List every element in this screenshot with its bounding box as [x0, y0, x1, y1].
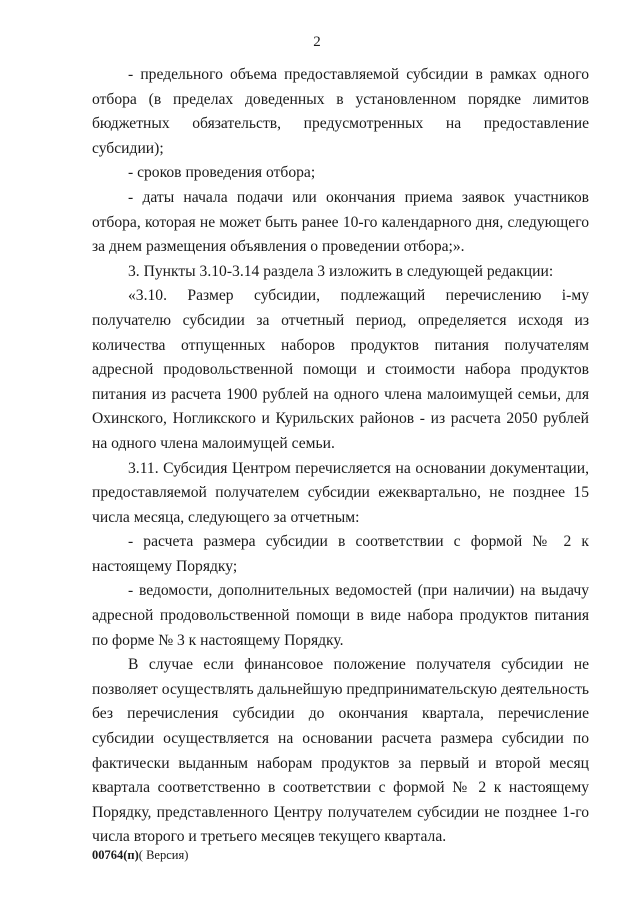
paragraph-3: - даты начала подачи или окончания приема заявок участников отбора, которая не может быть ранее 10-го календарного дня, следующего за днем размещения объявления о проведении отбора;».: [92, 188, 589, 256]
paragraph-8: - ведомости, дополнительных ведомостей (при наличии) на выдачу адресной продовольственной помощи в виде набора продуктов питания по форме № 3 к настоящему Порядку.: [92, 582, 589, 649]
paragraph-4: 3. Пункты 3.10-3.14 раздела 3 изложить в следующей редакции:: [128, 262, 554, 280]
paragraph-1: - предельного объема предоставляемой субсидии в рамках одного отбора (в пределах доведенных в установленном порядке лимитов бюджетных обязательств, предусмотренных на предоставление субсидии);: [92, 66, 589, 157]
paragraph-2: - сроков проведения отбора;: [128, 164, 316, 182]
document-footer: [92, 848, 188, 863]
paragraph-7: - расчета размера субсидии в соответствии с формой № 2 к настоящему Порядку;: [92, 533, 589, 575]
footer-document-code: 00764(п): [92, 848, 139, 862]
footer-version: ( Версия): [138, 848, 189, 862]
document-body: [92, 63, 589, 850]
paragraph-5: «3.10. Размер субсидии, подлежащий перечислению i-му получателю субсидии за отчетный период, определяется исходя из количества отпущенных наборов продуктов питания получателям адресной продовольственной помощи и стоимости набора продуктов питания из расчета 1900 рублей на одного члена малоимущей семьи, для Охинского, Ногликского и Курильских районов - из расчета 2050 рублей на одного члена малоимущей семьи.: [92, 287, 589, 452]
page-number: 2: [313, 34, 321, 50]
paragraph-9: В случае если финансовое положение получателя субсидии не позволяет осуществлять дальнейшую предпринимательскую деятельность без перечисления субсидии до окончания квартала, перечисление субсидии осуществляется на основании расчета размера субсидии по фактически выданным наборам продуктов за первый и второй месяц квартала соответственно в соответствии с формой № 2 к настоящему Порядку, представленного Центру получателем субсидии не позднее 1-го числа второго и третьего месяцев текущего квартала.: [92, 656, 589, 846]
paragraph-6: 3.11. Субсидия Центром перечисляется на основании документации, предоставляемой получателем субсидии ежеквартально, не позднее 15 числа месяца, следующего за отчетным:: [92, 459, 589, 526]
